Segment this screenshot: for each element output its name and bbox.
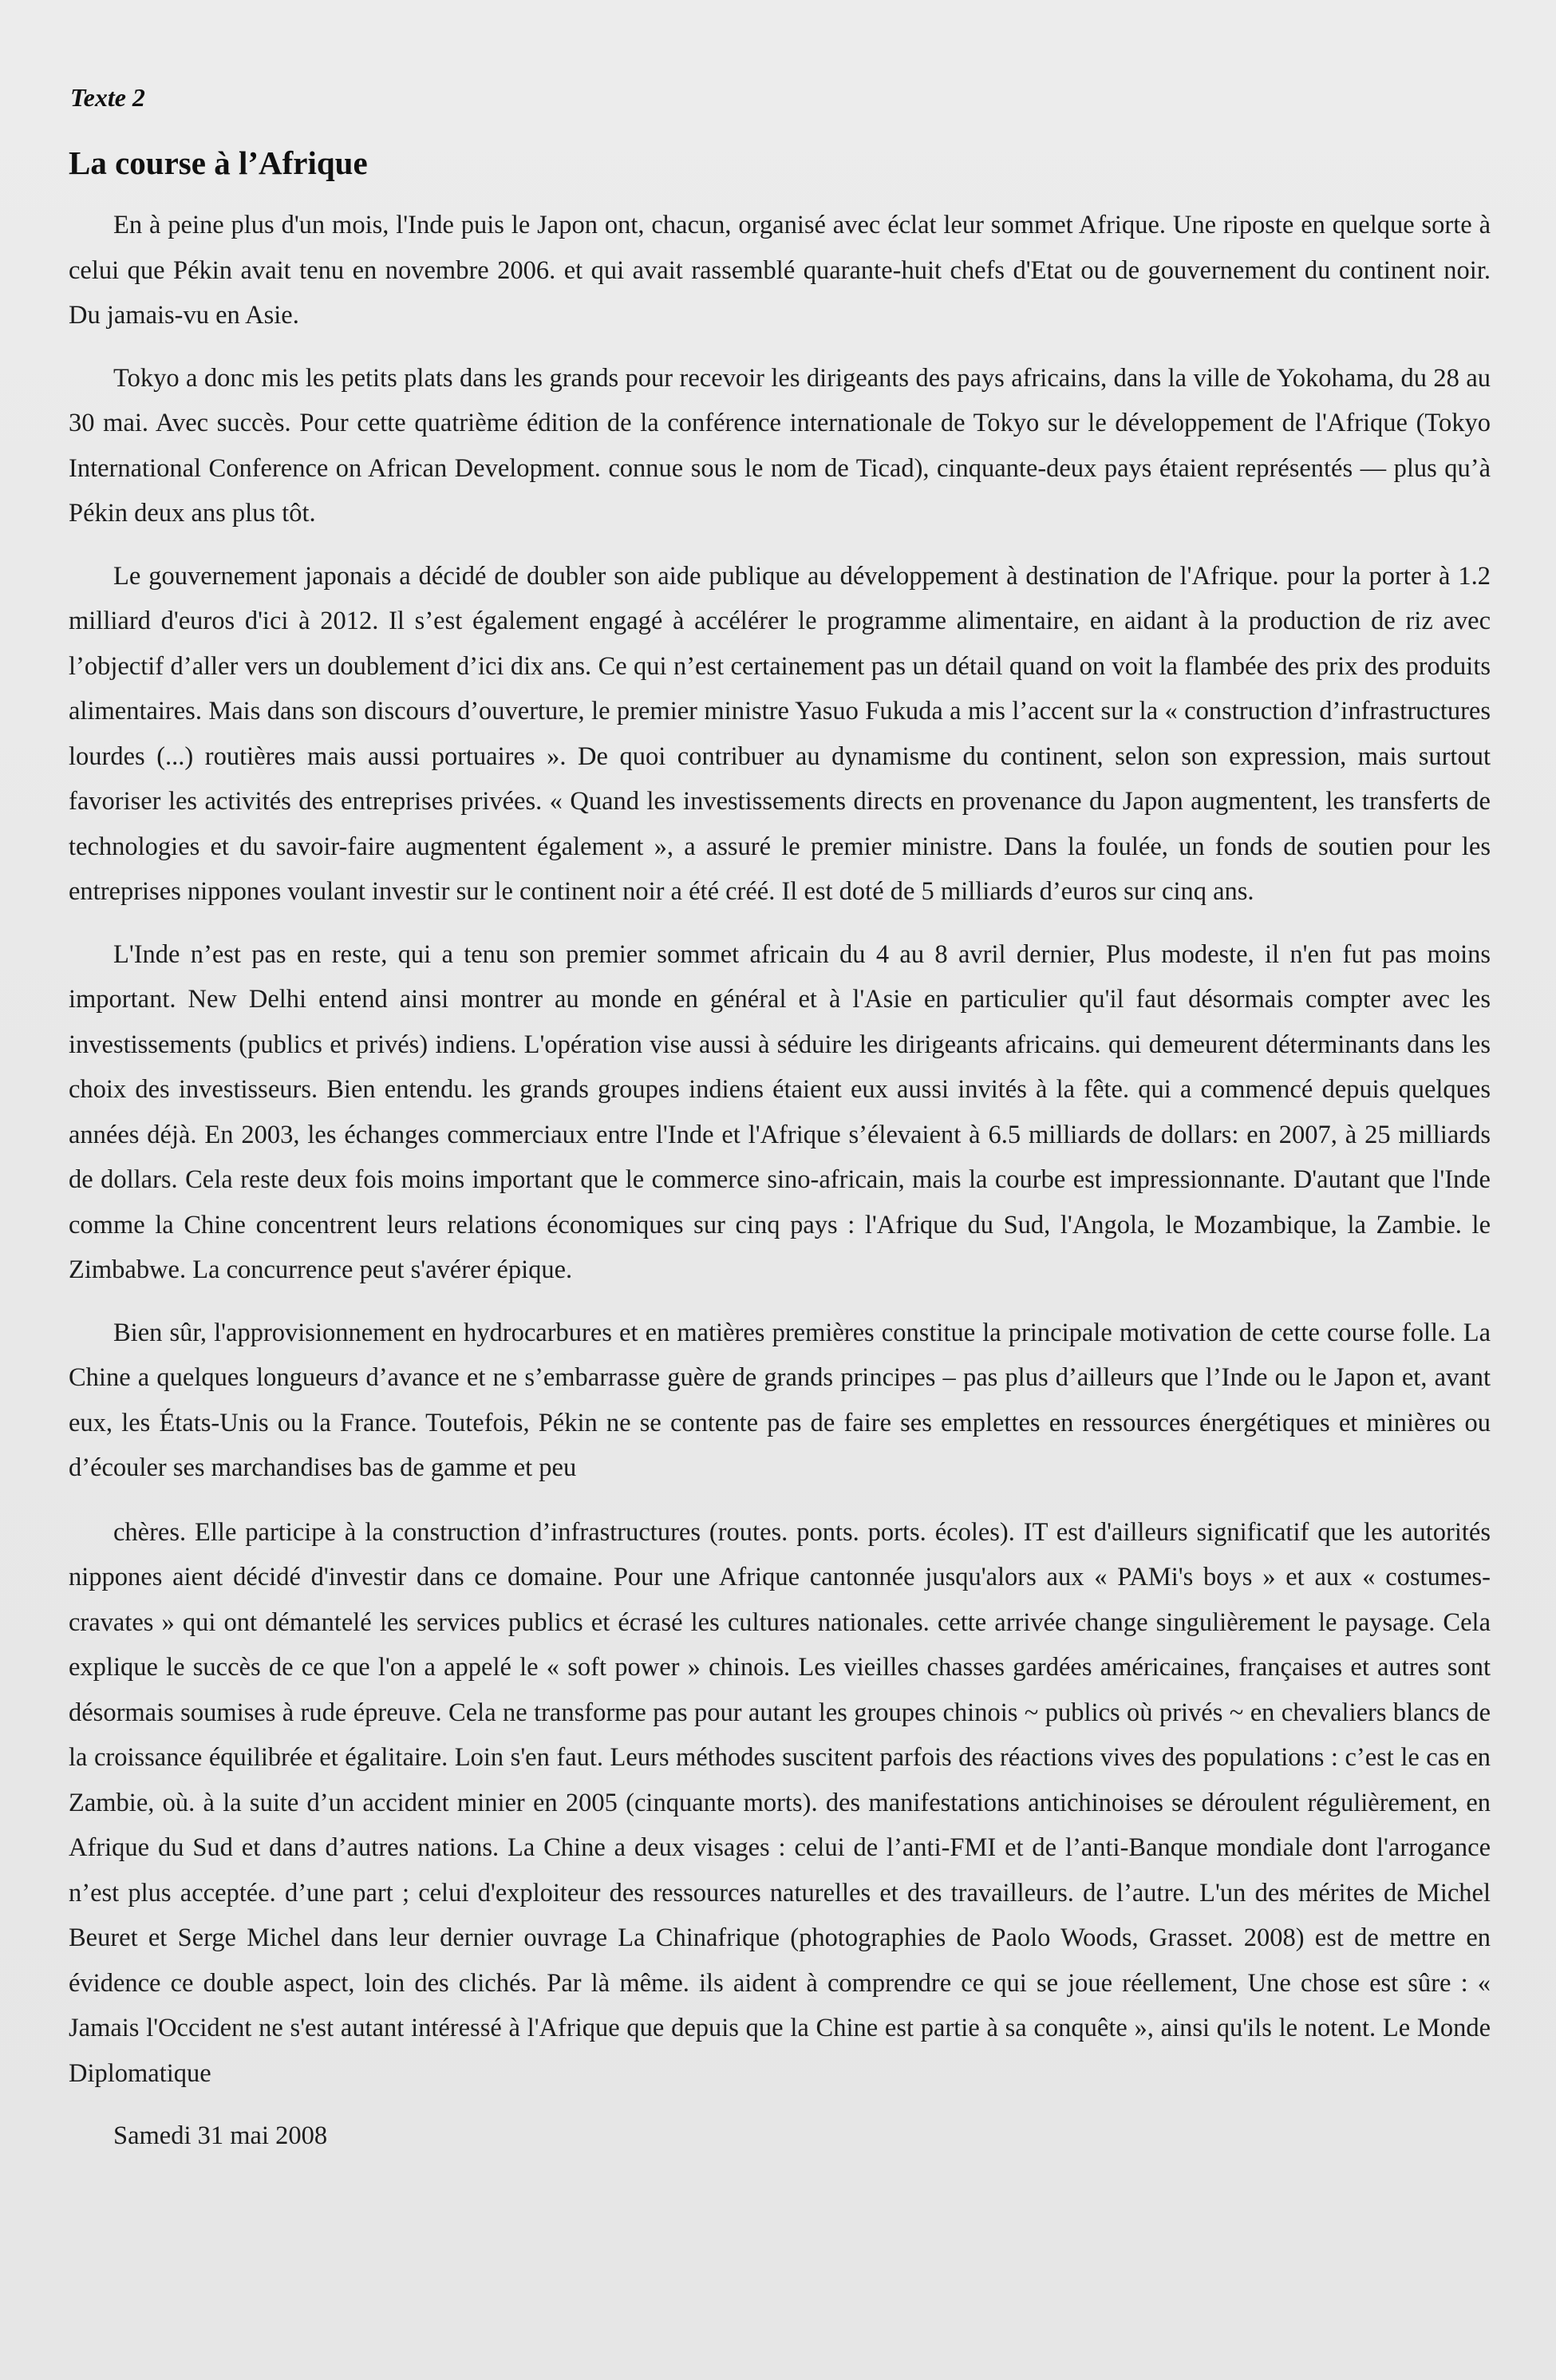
paragraph-3: Le gouvernement japonais a décidé de doubler son aide publique au développement à destination de l'Afrique. pour la porter à 1.2 milliard d'euros d'ici à 2012. Il s’est également engagé à accélérer le programme alimentaire, en aidant à la production de riz avec l’objectif d’aller vers un doublement d’ici dix ans. Ce qui n’est certainement pas un détail quand on voit la flambée des prix des produits alimentaires. Mais dans son discours d’ouverture, le premier ministre Yasuo Fukuda a mis l’accent sur la « construction d’infrastructures lourdes (...) routières mais aussi portuaires ». De quoi contribuer au dynamisme du continent, selon son expression, mais surtout favoriser les activités des entreprises privées. « Quand les investissements directs en provenance du Japon augmentent, les transferts de technologies et du savoir-faire augmentent également », a assuré le premier ministre. Dans la foulée, un fonds de soutien pour les entreprises nippones voulant investir sur le continent noir a été créé. Il est doté de 5 milliards d’euros sur cinq ans. (69, 561, 1491, 906)
paragraph-2: Tokyo a donc mis les petits plats dans les grands pour recevoir les dirigeants des pays africains, dans la ville de Yokohama, du 28 au 30 mai. Avec succès. Pour cette quatrième édition de la conférence internationale de Tokyo sur le développement de l'Afrique (Tokyo International Conference on African Development. connue sous le nom de Ticad), cinquante-deux pays étaient représentés — plus qu’à Pékin deux ans plus tôt. (69, 363, 1491, 528)
paragraph-4: L'Inde n’est pas en reste, qui a tenu son premier sommet africain du 4 au 8 avril dernier, Plus modeste, il n'en fut pas moins important. New Delhi entend ainsi montrer au monde en général et à l'Asie en particulier qu'il faut désormais compter avec les investissements (publics et privés) indiens. L'opération vise aussi à séduire les dirigeants africains. qui demeurent déterminants dans les choix des investisseurs. Bien entendu. les grands groupes indiens étaient eux aussi invités à la fête. qui a commencé depuis quelques années déjà. En 2003, les échanges commerciaux entre l'Inde et l'Afrique s’élevaient à 6.5 milliards de dollars: en 2007, à 25 milliards de dollars. Cela reste deux fois moins important que le commerce sino-africain, mais la courbe est impressionnante. D'autant que l'Inde comme la Chine concentrent leurs relations économiques sur cinq pays : l'Afrique du Sud, l'Angola, le Mozambique, la Zambie. le Zimbabwe. La concurrence peut s'avérer épique. (69, 939, 1491, 1284)
article-body (69, 203, 1491, 2176)
article-title: La course à l’Afrique (69, 144, 368, 181)
text-label: Texte 2 (70, 83, 145, 112)
paragraph-1: En à peine plus d'un mois, l'Inde puis le Japon ont, chacun, organisé avec éclat leur sommet Afrique. Une riposte en quelque sorte à celui que Pékin avait tenu en novembre 2006. et qui avait rassemblé quarante-huit chefs d'Etat ou de gouvernement du continent noir. Du jamais-vu en Asie. (69, 211, 1491, 330)
paragraph-5: Bien sûr, l'approvisionnement en hydrocarbures et en matières premières constitue la principale motivation de cette course folle. La Chine a quelques longueurs d’avance et ne s’embarrasse guère de grands principes – pas plus d’ailleurs que l’Inde ou le Japon et, avant eux, les États-Unis ou la France. Toutefois, Pékin ne se contente pas de faire ses emplettes en ressources énergétiques et minières ou d’écouler ses marchandises bas de gamme et peu (69, 1318, 1491, 1482)
signature-date: Samedi 31 mai 2008 (113, 2121, 328, 2150)
paragraph-6: chères. Elle participe à la construction d’infrastructures (routes. ponts. ports. écoles). IT est d'ailleurs significatif que les autorités nippones aient décidé d'investir dans ce domaine. Pour une Afrique cantonnée jusqu'alors aux « PAMi's boys » et aux « costumes-cravates » qui ont démantelé les services publics et écrasé les cultures nationales. cette arrivée change singulièrement le paysage. Cela explique le succès de ce que l'on a appelé le « soft power » chinois. Les vieilles chasses gardées américaines, françaises et autres sont désormais soumises à rude épreuve. Cela ne transforme pas pour autant les groupes chinois ~ publics où privés ~ en chevaliers blancs de la croissance équilibrée et égalitaire. Loin s'en faut. Leurs méthodes suscitent parfois des réactions vives des populations : c’est le cas en Zambie, où. à la suite d’un accident minier en 2005 (cinquante morts). des manifestations antichinoises se déroulent régulièrement, en Afrique du Sud et dans d’autres nations. La Chine a deux visages : celui de l’anti-FMI et de l’anti-Banque mondiale dont l'arrogance n’est plus acceptée. d’une part ; celui d'exploiteur des ressources naturelles et des travailleurs. de l’autre. L'un des mérites de Michel Beuret et Serge Michel dans leur dernier ouvrage La Chinafrique (photographies de Paolo Woods, Grasset. 2008) est de mettre en évidence ce double aspect, loin des clichés. Par là même. ils aident à comprendre ce qui se joue réellement, Une chose est sûre : « Jamais l'Occident ne s'est autant intéressé à l'Afrique que depuis que la Chine est partie à sa conquête », ainsi qu'ils le notent. Le Monde Diplomatique (69, 1517, 1491, 2088)
